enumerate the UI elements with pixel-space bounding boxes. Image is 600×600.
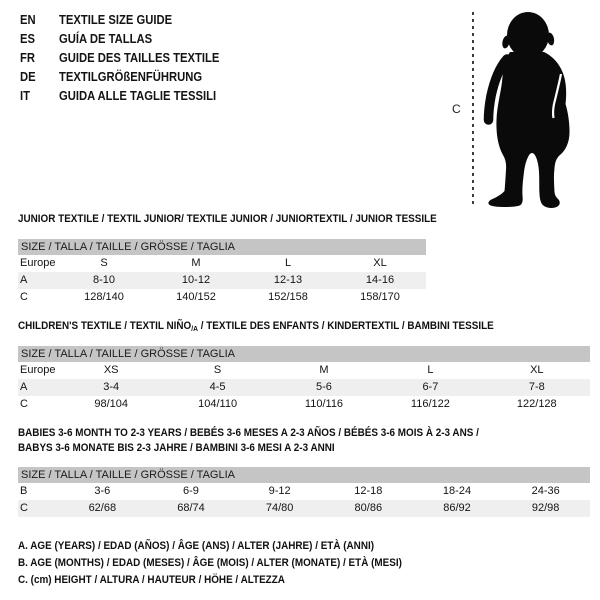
value-cell: 122/128	[516, 398, 557, 410]
value-cell: 18-24	[442, 485, 472, 497]
language-code: FR	[20, 51, 36, 65]
value-cell: 104/110	[198, 398, 238, 410]
junior-table-title: JUNIOR TEXTILE / TEXTIL JUNIOR/ TEXTILE JUNIOR / JUNIORTEXTIL / JUNIOR TESSILE	[18, 213, 437, 225]
row-label-cell: C	[20, 291, 28, 303]
footnote-c: C. (cm) HEIGHT / ALTURA / HAUTEUR / HÖHE / ALTEZZA	[18, 574, 285, 586]
value-cell: 110/116	[304, 398, 344, 410]
language-row	[20, 11, 237, 30]
value-cell: 74/80	[265, 502, 294, 514]
value-cell: 86/92	[443, 502, 471, 514]
size-header-cell: XS	[103, 364, 119, 376]
value-cell: 98/104	[94, 398, 129, 410]
babies-table-title-line2: BABYS 3-6 MONATE BIS 2-3 JAHRE / BAMBINI 3-6 MESI A 2-3 ANNI	[18, 442, 335, 454]
footnote-legend	[18, 538, 445, 589]
value-cell: 158/170	[360, 291, 400, 303]
size-header-cell: S	[213, 364, 222, 376]
language-title: GUÍA DE TALLAS	[59, 32, 153, 46]
children-size-header-bar: SIZE / TALLA / TAILLE / GRÖSSE / TAGLIA	[18, 346, 590, 362]
language-code: DE	[20, 70, 36, 84]
language-row	[20, 49, 237, 68]
babies-row-c	[18, 500, 590, 517]
value-cell: 3-6	[94, 485, 111, 497]
value-cell: 10-12	[181, 274, 211, 286]
height-marker-label: C	[452, 102, 461, 116]
value-cell: 12-13	[273, 274, 303, 286]
value-cell: 80/86	[354, 502, 383, 514]
value-cell: 152/158	[268, 291, 308, 303]
value-cell: 12-18	[354, 485, 383, 497]
value-cell: 8-10	[92, 274, 116, 286]
row-label-cell: A	[20, 381, 28, 393]
size-header-cell: L	[284, 257, 292, 269]
language-title: TEXTILE SIZE GUIDE	[59, 13, 173, 27]
children-textile-table	[18, 319, 590, 414]
size-header-cell: S	[100, 257, 108, 269]
language-code: EN	[20, 13, 36, 27]
babies-row-b	[18, 483, 590, 500]
value-cell: 128/140	[84, 291, 124, 303]
language-row	[20, 68, 237, 87]
baby-head	[507, 12, 549, 58]
language-code: IT	[20, 89, 30, 103]
size-header-cell: M	[319, 364, 329, 376]
value-cell: 62/68	[88, 502, 117, 514]
junior-column-header-row	[18, 255, 426, 272]
value-cell: 140/152	[176, 291, 216, 303]
children-row-c	[18, 396, 590, 413]
value-cell: 9-12	[268, 485, 291, 497]
value-cell: 24-36	[531, 485, 560, 497]
region-header-cell: Europe	[20, 364, 56, 376]
size-header-cell: M	[191, 257, 201, 269]
babies-size-header-bar: SIZE / TALLA / TAILLE / GRÖSSE / TAGLIA	[18, 467, 590, 483]
value-cell: 116/122	[410, 398, 450, 410]
value-cell: 6-7	[422, 381, 439, 393]
size-header-cell: XL	[373, 257, 387, 269]
language-title: GUIDA ALLE TAGLIE TESSILI	[59, 89, 217, 103]
junior-row-a	[18, 272, 426, 289]
language-title-list	[20, 11, 237, 106]
babies-textile-table	[18, 426, 590, 518]
babies-table-title-line1: BABIES 3-6 MONTH TO 2-3 YEARS / BEBÉS 3-6 MESES A 2-3 AÑOS / BÉBÉS 3-6 MOIS À 2-3 ANS /	[18, 427, 479, 439]
value-cell: 3-4	[103, 381, 120, 393]
row-label-cell: C	[20, 502, 28, 514]
value-cell: 7-8	[528, 381, 545, 393]
region-header-cell: Europe	[20, 257, 56, 269]
value-cell: 6-9	[183, 485, 199, 497]
junior-row-c	[18, 289, 426, 306]
height-measure-dashed-line	[472, 12, 474, 206]
footnote-b: B. AGE (MONTHS) / EDAD (MESES) / ÂGE (MOIS) / ALTER (MONATE) / ETÀ (MESI)	[18, 557, 402, 569]
value-cell: 4-5	[209, 381, 226, 393]
value-cell: 14-16	[365, 274, 395, 286]
size-header-cell: L	[427, 364, 434, 376]
junior-textile-table	[18, 212, 437, 307]
language-row	[20, 30, 237, 49]
value-cell: 5-6	[316, 381, 332, 393]
junior-size-header-bar: SIZE / TALLA / TAILLE / GRÖSSE / TAGLIA	[18, 239, 426, 255]
children-row-a	[18, 379, 590, 396]
language-row	[20, 87, 237, 106]
value-cell: 68/74	[177, 502, 205, 514]
footnote-a: A. AGE (YEARS) / EDAD (AÑOS) / ÂGE (ANS) / ALTER (JAHRE) / ETÀ (ANNI)	[18, 540, 375, 552]
baby-silhouette-shape	[488, 12, 569, 208]
size-header-cell: XL	[530, 364, 544, 376]
baby-silhouette	[480, 8, 590, 210]
language-code: ES	[20, 32, 36, 46]
row-label-cell: B	[20, 485, 28, 497]
children-table-title: CHILDREN'S TEXTILE / TEXTIL NIÑO/A / TEXTILE DES ENFANTS / KINDERTEXTIL / BAMBINI TESSILE	[18, 320, 494, 333]
nino-a-subscript: /A	[191, 324, 198, 333]
row-label-cell: C	[20, 398, 28, 410]
row-label-cell: A	[20, 274, 28, 286]
value-cell: 92/98	[531, 502, 560, 514]
children-column-header-row	[18, 362, 590, 379]
language-title: TEXTILGRÖßENFÜHRUNG	[59, 70, 203, 84]
language-title: GUIDE DES TAILLES TEXTILE	[59, 51, 220, 65]
